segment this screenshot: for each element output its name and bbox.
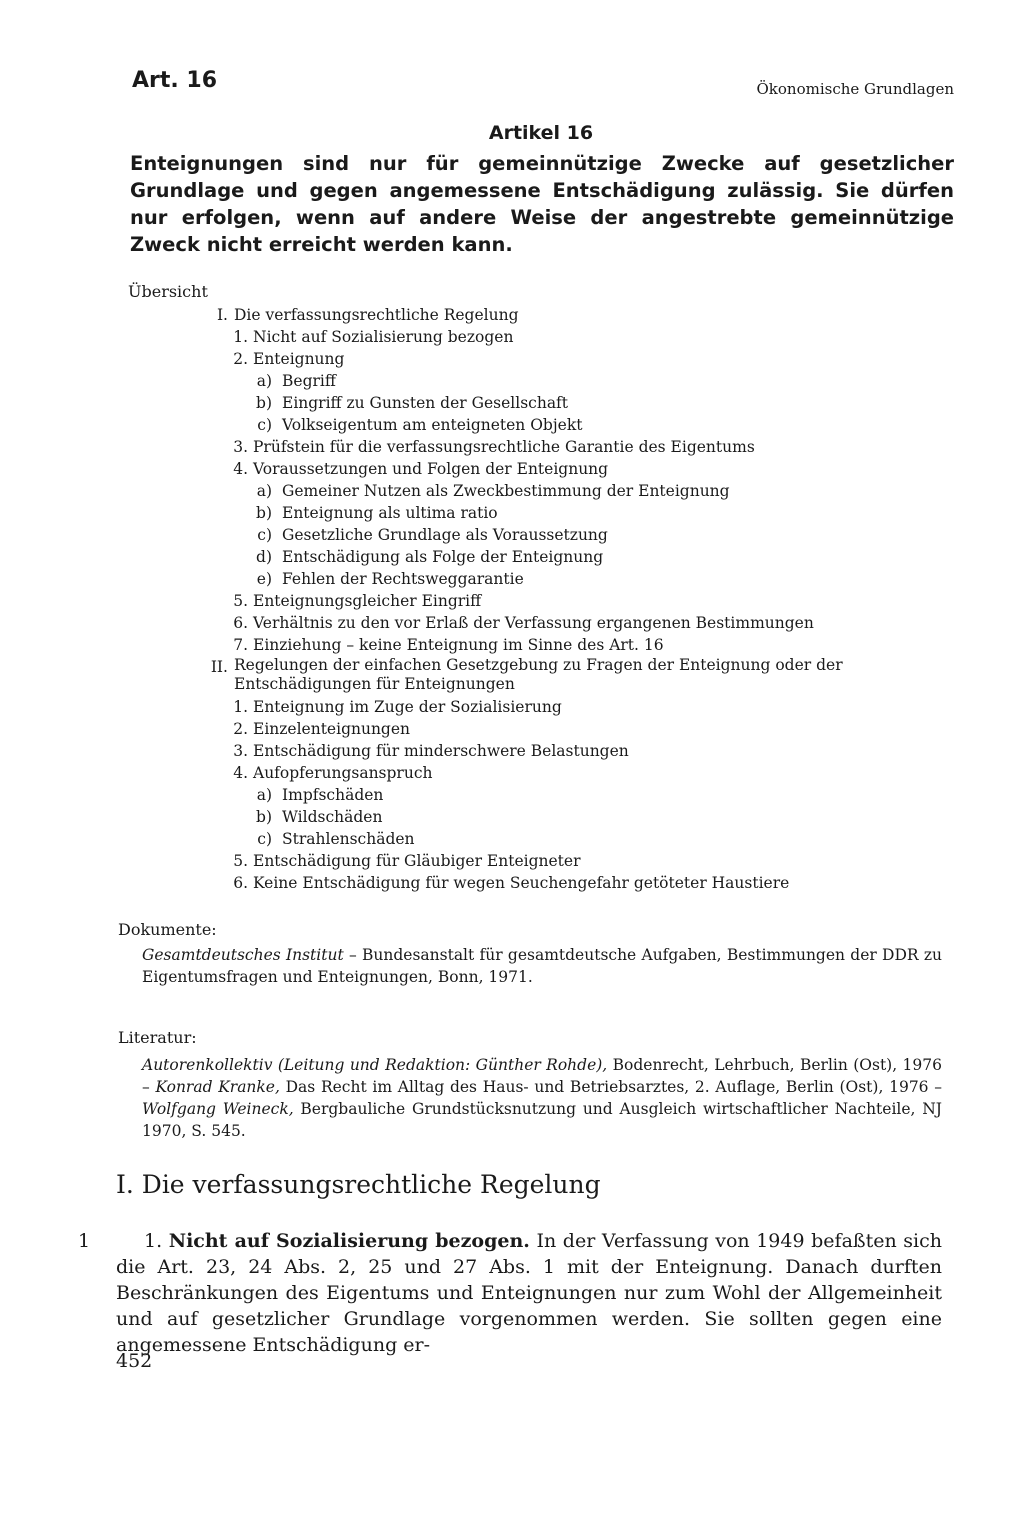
overview-item (0, 458, 1024, 480)
overview-item (0, 612, 1024, 634)
overview-item (0, 590, 1024, 612)
overview-item-text: Nicht auf Sozialisierung bezogen (253, 328, 514, 346)
overview-item-number: 4. (233, 460, 248, 478)
overview-item-text: Entschädigung für Gläubiger Enteigneter (253, 852, 581, 870)
overview-item-text: Begriff (282, 372, 336, 390)
overview-item (0, 436, 1024, 458)
overview-item-number: a) (256, 482, 272, 500)
overview-item-number: a) (256, 786, 272, 804)
overview-item-text: Entschädigung für minderschwere Belastungen (253, 742, 629, 760)
literature-text (142, 1054, 942, 1142)
overview-item (0, 480, 1024, 502)
overview-item-number: d) (256, 548, 272, 566)
overview-item-number: 2. (233, 720, 248, 738)
overview-item (0, 806, 1024, 828)
overview-item (0, 718, 1024, 740)
overview-item-number: 5. (233, 852, 248, 870)
overview-label: Übersicht (128, 282, 208, 301)
literature-title-2: Das Recht im Alltag des Haus- und Betriebsarztes, 2. Auflage, Berlin (Ost), 1976 – (279, 1078, 942, 1096)
paragraph-number: 1. (144, 1230, 163, 1252)
overview-item-text: Strahlenschäden (282, 830, 415, 848)
overview-item-number: 3. (233, 742, 248, 760)
overview-item (0, 656, 1024, 696)
overview-item-text: Gemeiner Nutzen als Zweckbestimmung der Enteignung (282, 482, 730, 500)
overview-item-text: Entschädigung als Folge der Enteignung (282, 548, 604, 566)
overview-item-number: 4. (233, 764, 248, 782)
overview-item-number: 6. (233, 874, 248, 892)
article-text: Enteignungen sind nur für gemeinnützige Zwecke auf gesetzlicher Grundlage und gegen angemessene Entschädigung zulässig. Sie dürfen nur erfolgen, wenn auf andere Weise der angestrebte gemeinnützige Zweck nicht erreicht werden kann. (130, 152, 954, 256)
overview-item-number: I. (216, 306, 228, 324)
overview-item-text: Eingriff zu Gunsten der Gesellschaft (282, 394, 569, 412)
overview-item-number: b) (256, 504, 272, 522)
overview-item (0, 546, 1024, 568)
overview-item-text: Voraussetzungen und Folgen der Enteignung (253, 460, 609, 478)
overview-item-text: Keine Entschädigung für wegen Seuchengefahr getöteter Haustiere (253, 874, 790, 892)
literature-author-2: Konrad Kranke, (155, 1078, 280, 1096)
body-paragraph (116, 1228, 942, 1358)
overview-item-number: e) (256, 570, 272, 588)
overview-item-number: c) (257, 830, 272, 848)
overview-item-text: Fehlen der Rechtsweggarantie (282, 570, 524, 588)
overview-item-number: 5. (233, 592, 248, 610)
overview-item (0, 392, 1024, 414)
overview-item-text: Die verfassungsrechtliche Regelung (234, 306, 519, 324)
overview-item (0, 828, 1024, 850)
literature-author-1: Autorenkollektiv (Leitung und Redaktion: Günther Rohde), (142, 1056, 608, 1074)
overview-item (0, 634, 1024, 656)
overview-item (0, 696, 1024, 718)
documents-text (142, 944, 942, 988)
overview-item-number: 1. (233, 328, 248, 346)
overview-list (0, 304, 1024, 894)
overview-item-text: Verhältnis zu den vor Erlaß der Verfassung ergangenen Bestimmungen (253, 614, 814, 632)
overview-item-number: b) (256, 808, 272, 826)
overview-item-number: a) (256, 372, 272, 390)
overview-item (0, 370, 1024, 392)
overview-item-text: Regelungen der einfachen Gesetzgebung zu Fragen der Enteignung oder der Entschädigungen für Enteignungen (234, 656, 843, 693)
running-header-article: Art. 16 (132, 68, 218, 93)
overview-item-text: Einziehung – keine Enteignung im Sinne des Art. 16 (253, 636, 664, 654)
overview-item (0, 850, 1024, 872)
page-number: 452 (116, 1350, 153, 1372)
documents-author: Gesamtdeutsches Institut (142, 946, 344, 964)
documents-label: Dokumente: (118, 920, 217, 939)
overview-item-text: Volkseigentum am enteigneten Objekt (282, 416, 583, 434)
section-heading: I. Die verfassungsrechtliche Regelung (116, 1170, 601, 1199)
paragraph-text: In der Verfassung von 1949 befaßten sich die Art. 23, 24 Abs. 2, 25 und 27 Abs. 1 mit der Enteignung. Danach durften Beschränkungen des Eigentums und Enteignungen nur zum Wohl der Allgemeinheit und auf gesetzlicher Grundlage vorgenommen werden. Sie sollten gegen eine angemessene Entschädigung er- (116, 1230, 942, 1356)
overview-item-text: Enteignung (253, 350, 345, 368)
overview-item-number: 6. (233, 614, 248, 632)
overview-item-text: Enteignungsgleicher Eingriff (253, 592, 482, 610)
overview-item-number: 7. (233, 636, 248, 654)
literature-label: Literatur: (118, 1028, 197, 1047)
literature-author-3: Wolfgang Weineck, (142, 1100, 294, 1118)
overview-item-text: Enteignung als ultima ratio (282, 504, 498, 522)
overview-item-number: b) (256, 394, 272, 412)
literature-title-1: Bodenrecht, Lehrbuch, Berlin (Ost), 1976 – (142, 1056, 943, 1096)
overview-item-text: Einzelenteignungen (253, 720, 411, 738)
overview-item (0, 502, 1024, 524)
overview-item (0, 524, 1024, 546)
overview-item-number: c) (257, 526, 272, 544)
overview-item (0, 348, 1024, 370)
overview-item-text: Gesetzliche Grundlage als Voraussetzung (282, 526, 608, 544)
overview-item-text: Impfschäden (282, 786, 384, 804)
overview-item (0, 740, 1024, 762)
overview-item (0, 326, 1024, 348)
overview-item (0, 568, 1024, 590)
overview-item-text: Aufopferungsanspruch (253, 764, 433, 782)
overview-item (0, 304, 1024, 326)
overview-item-text: Enteignung im Zuge der Sozialisierung (253, 698, 562, 716)
overview-item-number: c) (257, 416, 272, 434)
running-header-chapter: Ökonomische Grundlagen (756, 80, 954, 98)
overview-item-text: Wildschäden (282, 808, 383, 826)
margin-number: 1 (78, 1230, 91, 1252)
overview-item-number: 2. (233, 350, 248, 368)
overview-item-number: 3. (233, 438, 248, 456)
overview-item-number: 1. (233, 698, 248, 716)
overview-item (0, 784, 1024, 806)
overview-item-text: Prüfstein für die verfassungsrechtliche Garantie des Eigentums (253, 438, 755, 456)
paragraph-heading: Nicht auf Sozialisierung bezogen. (168, 1230, 530, 1252)
overview-item (0, 762, 1024, 784)
overview-item (0, 414, 1024, 436)
overview-item-number: II. (210, 658, 228, 676)
documents-body: – Bundesanstalt für gesamtdeutsche Aufgaben, Bestimmungen der DDR zu Eigentumsfragen und Enteignungen, Bonn, 1971. (142, 946, 943, 986)
overview-item (0, 872, 1024, 894)
article-title: Artikel 16 (488, 122, 594, 144)
literature-title-3: Bergbauliche Grundstücksnutzung und Ausgleich wirtschaftlicher Nachteile, NJ 1970, S. 545. (142, 1100, 942, 1140)
